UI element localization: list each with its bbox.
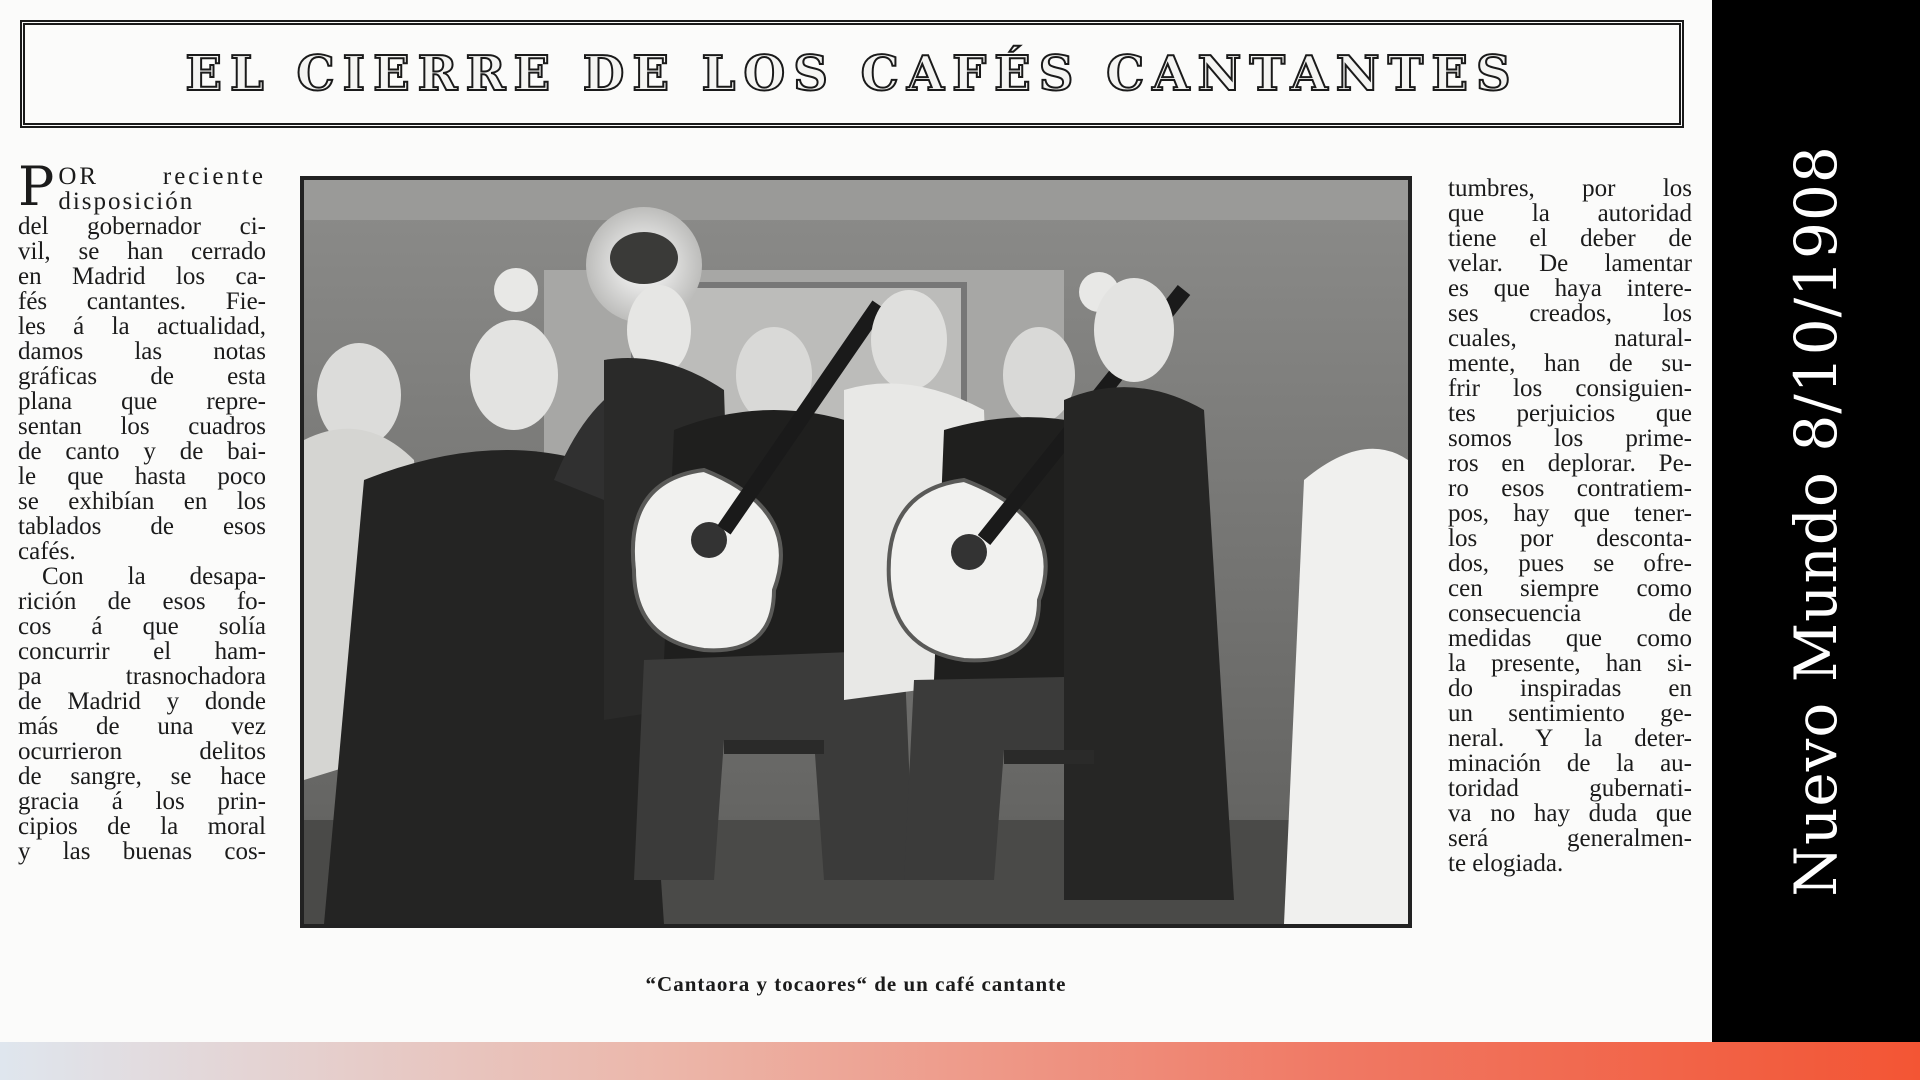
text-line: de canto y de bai-	[18, 438, 266, 465]
text-line: neral. Y la deter-	[1448, 725, 1692, 752]
photo-illustration	[304, 180, 1408, 924]
text-line: los por desconta-	[1448, 525, 1692, 552]
text-line: es que haya intere-	[1448, 275, 1692, 302]
headline: EL CIERRE DE LOS CAFÉS CANTANTES	[185, 46, 1519, 102]
text-line: consecuencia de	[1448, 600, 1692, 627]
text-line: gráficas de esta	[18, 363, 266, 390]
text-line: se exhibían en los	[18, 488, 266, 515]
right-text-column	[1448, 176, 1692, 876]
photo-caption: “Cantaora y tocaores“ de un café cantante	[645, 972, 1067, 996]
text-line: un sentimiento ge-	[1448, 700, 1692, 727]
gradient-footer-bar	[0, 1042, 1920, 1080]
text-line: cuales, natural-	[1448, 325, 1692, 352]
text-line: toridad gubernati-	[1448, 775, 1692, 802]
historic-photo	[300, 176, 1412, 928]
text-line: concurrir el ham-	[18, 638, 266, 665]
text-line: ses creados, los	[1448, 300, 1692, 327]
text-line: sentan los cuadros	[18, 413, 266, 440]
text-line: le que hasta poco	[18, 463, 266, 490]
drop-cap: P	[18, 155, 55, 218]
text-line: ro esos contratiem-	[1448, 475, 1692, 502]
text-line: que la autoridad	[1448, 200, 1692, 227]
text-line: va no hay duda que	[1448, 800, 1692, 827]
text-line: do inspiradas en	[1448, 675, 1692, 702]
text-line: minación de la au-	[1448, 750, 1692, 777]
headline-box	[20, 20, 1684, 128]
text-line: del gobernador ci-	[18, 213, 266, 240]
text-line: pa trasnochadora	[18, 663, 266, 690]
text-line: cos á que solía	[18, 613, 266, 640]
source-sidebar	[1712, 0, 1920, 1042]
source-label: Nuevo Mundo 8/10/1908	[1782, 145, 1850, 897]
text-line: ocurrieron delitos	[18, 738, 266, 765]
text-line: más de una vez	[18, 713, 266, 740]
text-line: disposición	[58, 188, 195, 215]
text-line: cen siempre como	[1448, 575, 1692, 602]
left-text-column	[18, 155, 266, 865]
text-line: te elogiada.	[1448, 850, 1564, 877]
text-line: será generalmen-	[1448, 825, 1692, 852]
text-line: ros en deplorar. Pe-	[1448, 450, 1692, 477]
text-line: mente, han de su-	[1448, 350, 1692, 377]
text-line: tes perjuicios que	[1448, 400, 1692, 427]
text-line: la presente, han si-	[1448, 650, 1692, 677]
text-line: Con la desapa-	[42, 563, 266, 590]
text-line: fés cantantes. Fie-	[18, 288, 266, 315]
text-line: de sangre, se hace	[18, 763, 266, 790]
text-line: damos las notas	[18, 338, 266, 365]
text-line: somos los prime-	[1448, 425, 1692, 452]
text-line: les á la actualidad,	[18, 313, 266, 340]
text-line: velar. De lamentar	[1448, 250, 1692, 277]
text-line: pos, hay que tener-	[1448, 500, 1692, 527]
text-line: tumbres, por los	[1448, 175, 1692, 202]
text-line: plana que repre-	[18, 388, 266, 415]
text-line: cipios de la moral	[18, 813, 266, 840]
text-line: rición de esos fo-	[18, 588, 266, 615]
text-line: tiene el deber de	[1448, 225, 1692, 252]
text-line: de Madrid y donde	[18, 688, 266, 715]
text-line: medidas que como	[1448, 625, 1692, 652]
text-line: en Madrid los ca-	[18, 263, 266, 290]
left-lines	[18, 214, 266, 864]
text-line: tablados de esos	[18, 513, 266, 540]
text-line: y las buenas cos-	[18, 838, 266, 865]
text-line: OR reciente	[58, 163, 266, 190]
text-line: frir los consiguien-	[1448, 375, 1692, 402]
text-line: vil, se han cerrado	[18, 238, 266, 265]
text-line: gracia á los prin-	[18, 788, 266, 815]
text-line: cafés.	[18, 538, 76, 565]
text-line: dos, pues se ofre-	[1448, 550, 1692, 577]
